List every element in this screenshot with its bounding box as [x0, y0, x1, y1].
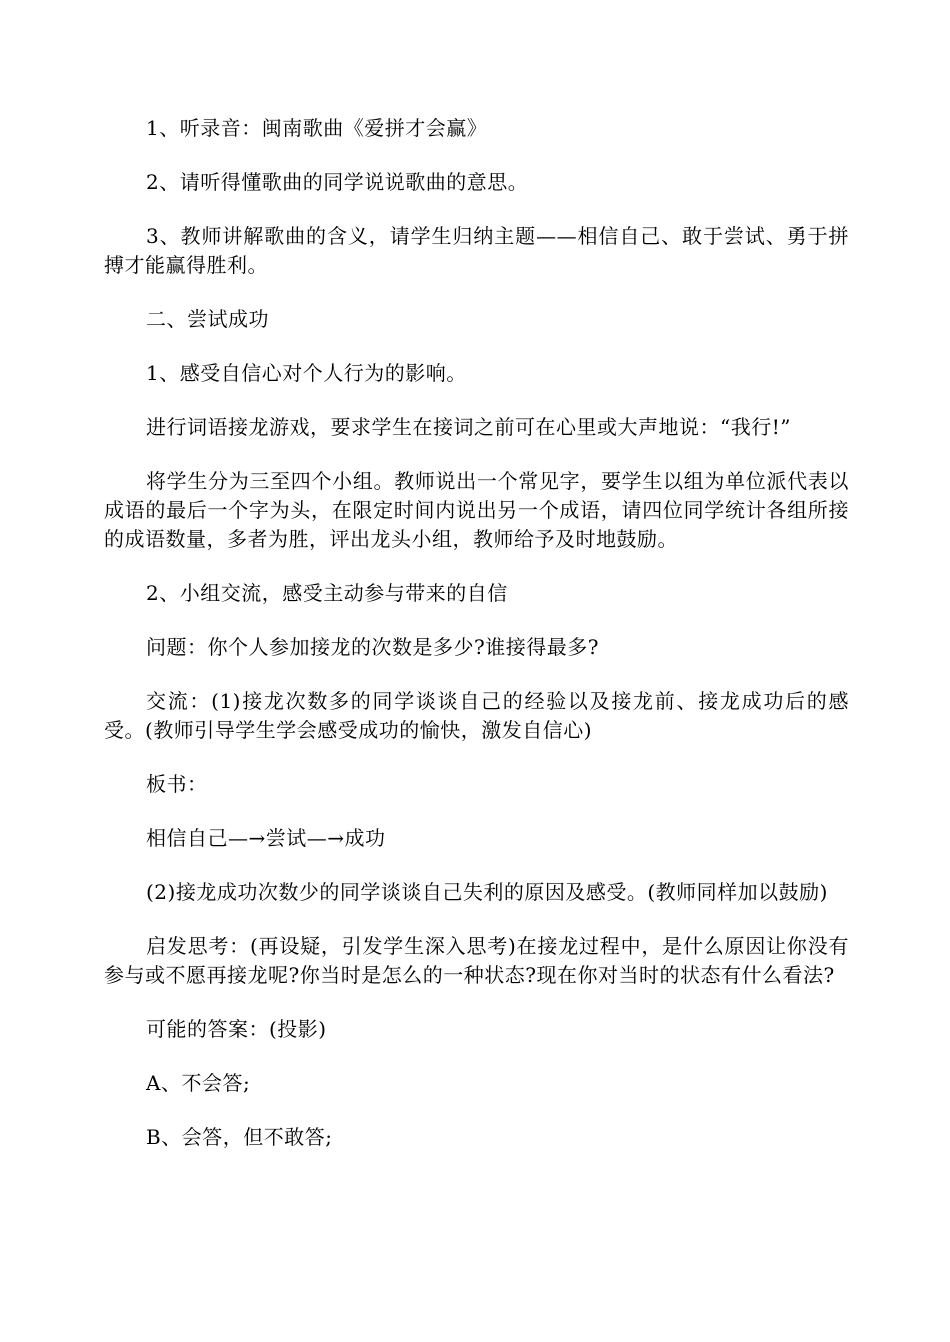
- paragraph-group-rules: 将学生分为三至四个小组。教师说出一个常见字，要学生以组为单位派代表以成语的最后一个字为头，在限定时间内说出另一个成语，请四位同学统计各组所接的成语数量，多者为胜，评出龙头小组，教师给予及时地鼓励。: [104, 469, 849, 551]
- document-body: [104, 114, 849, 1177]
- paragraph-blackboard-flow: 相信自己—→尝试—→成功: [146, 826, 386, 850]
- answer-option-a: A、不会答;: [146, 1071, 251, 1095]
- answer-option-b: B、会答，但不敢答;: [146, 1125, 333, 1149]
- paragraph-feel-confidence: 1、感受自信心对个人行为的影响。: [146, 361, 467, 385]
- section-heading-try-success: 二、尝试成功: [146, 307, 269, 331]
- paragraph-group-exchange: 2、小组交流，感受主动参与带来的自信: [146, 581, 508, 605]
- paragraph-inspire-thinking: 启发思考：(再设疑，引发学生深入思考)在接龙过程中，是什么原因让你没有参与或不愿再接龙呢?你当时是怎么的一种状态?现在你对当时的状态有什么看法?: [104, 934, 849, 987]
- paragraph-listen-recording: 1、听录音：闽南歌曲《爱拼才会赢》: [146, 116, 488, 140]
- paragraph-question: 问题：你个人参加接龙的次数是多少?谁接得最多?: [146, 635, 599, 659]
- paragraph-blackboard-label: 板书：: [146, 772, 208, 796]
- paragraph-possible-answers: 可能的答案：(投影): [146, 1017, 327, 1041]
- paragraph-exchange-2: (2)接龙成功次数少的同学谈谈自己失利的原因及感受。(教师同样加以鼓励): [146, 880, 828, 904]
- paragraph-explain-meaning: 2、请听得懂歌曲的同学说说歌曲的意思。: [146, 170, 529, 194]
- paragraph-exchange-1: 交流：(1)接龙次数多的同学谈谈自己的经验以及接龙前、接龙成功后的感受。(教师引导学生学会感受成功的愉快，激发自信心): [104, 689, 849, 742]
- paragraph-word-chain-game: 进行词语接龙游戏，要求学生在接词之前可在心里或大声地说：“我行!”: [146, 415, 791, 439]
- paragraph-teacher-explains: 3、教师讲解歌曲的含义，请学生归纳主题——相信自己、敢于尝试、勇于拼搏才能赢得胜利。: [104, 224, 849, 277]
